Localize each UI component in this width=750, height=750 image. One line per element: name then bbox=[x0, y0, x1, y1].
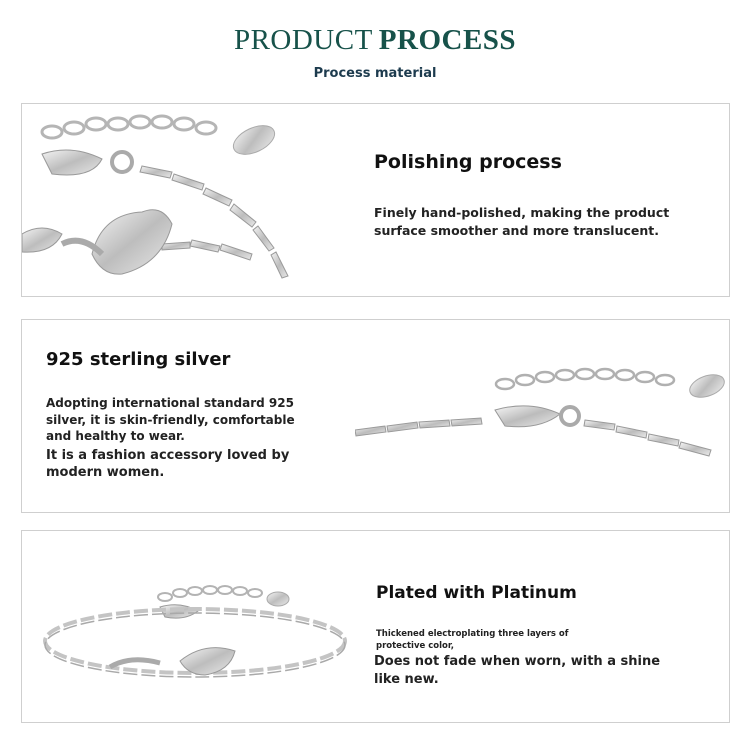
section-platinum bbox=[21, 530, 730, 723]
section-text-secondary: It is a fashion accessory loved by modern women. bbox=[46, 448, 290, 480]
section-text-secondary: Does not fade when worn, with a shine like new. bbox=[374, 654, 661, 687]
page-title bbox=[0, 24, 750, 57]
silver-bracelet-full-icon bbox=[30, 571, 365, 701]
section-title: 925 sterling silver bbox=[46, 349, 231, 370]
silver-chain-clasp-icon bbox=[355, 350, 730, 490]
page-subtitle: Process material bbox=[313, 66, 437, 81]
section-title: Plated with Platinum bbox=[376, 583, 577, 603]
page-title-light: PRODUCT bbox=[233, 24, 373, 56]
page-title-bold: PROCESS bbox=[378, 24, 517, 56]
section-sterling-silver bbox=[21, 319, 730, 513]
section-text: Thickened electroplating three layers of protective color, bbox=[376, 629, 569, 651]
silver-bracelet-closeup-icon bbox=[22, 104, 322, 296]
section-polishing bbox=[21, 103, 730, 297]
section-text: Adopting international standard 925 silver, it is skin-friendly, comfortable and healthy to wear. bbox=[46, 396, 295, 443]
section-title: Polishing process bbox=[374, 151, 562, 173]
section-text: Finely hand-polished, making the product surface smoother and more translucent. bbox=[374, 205, 670, 238]
